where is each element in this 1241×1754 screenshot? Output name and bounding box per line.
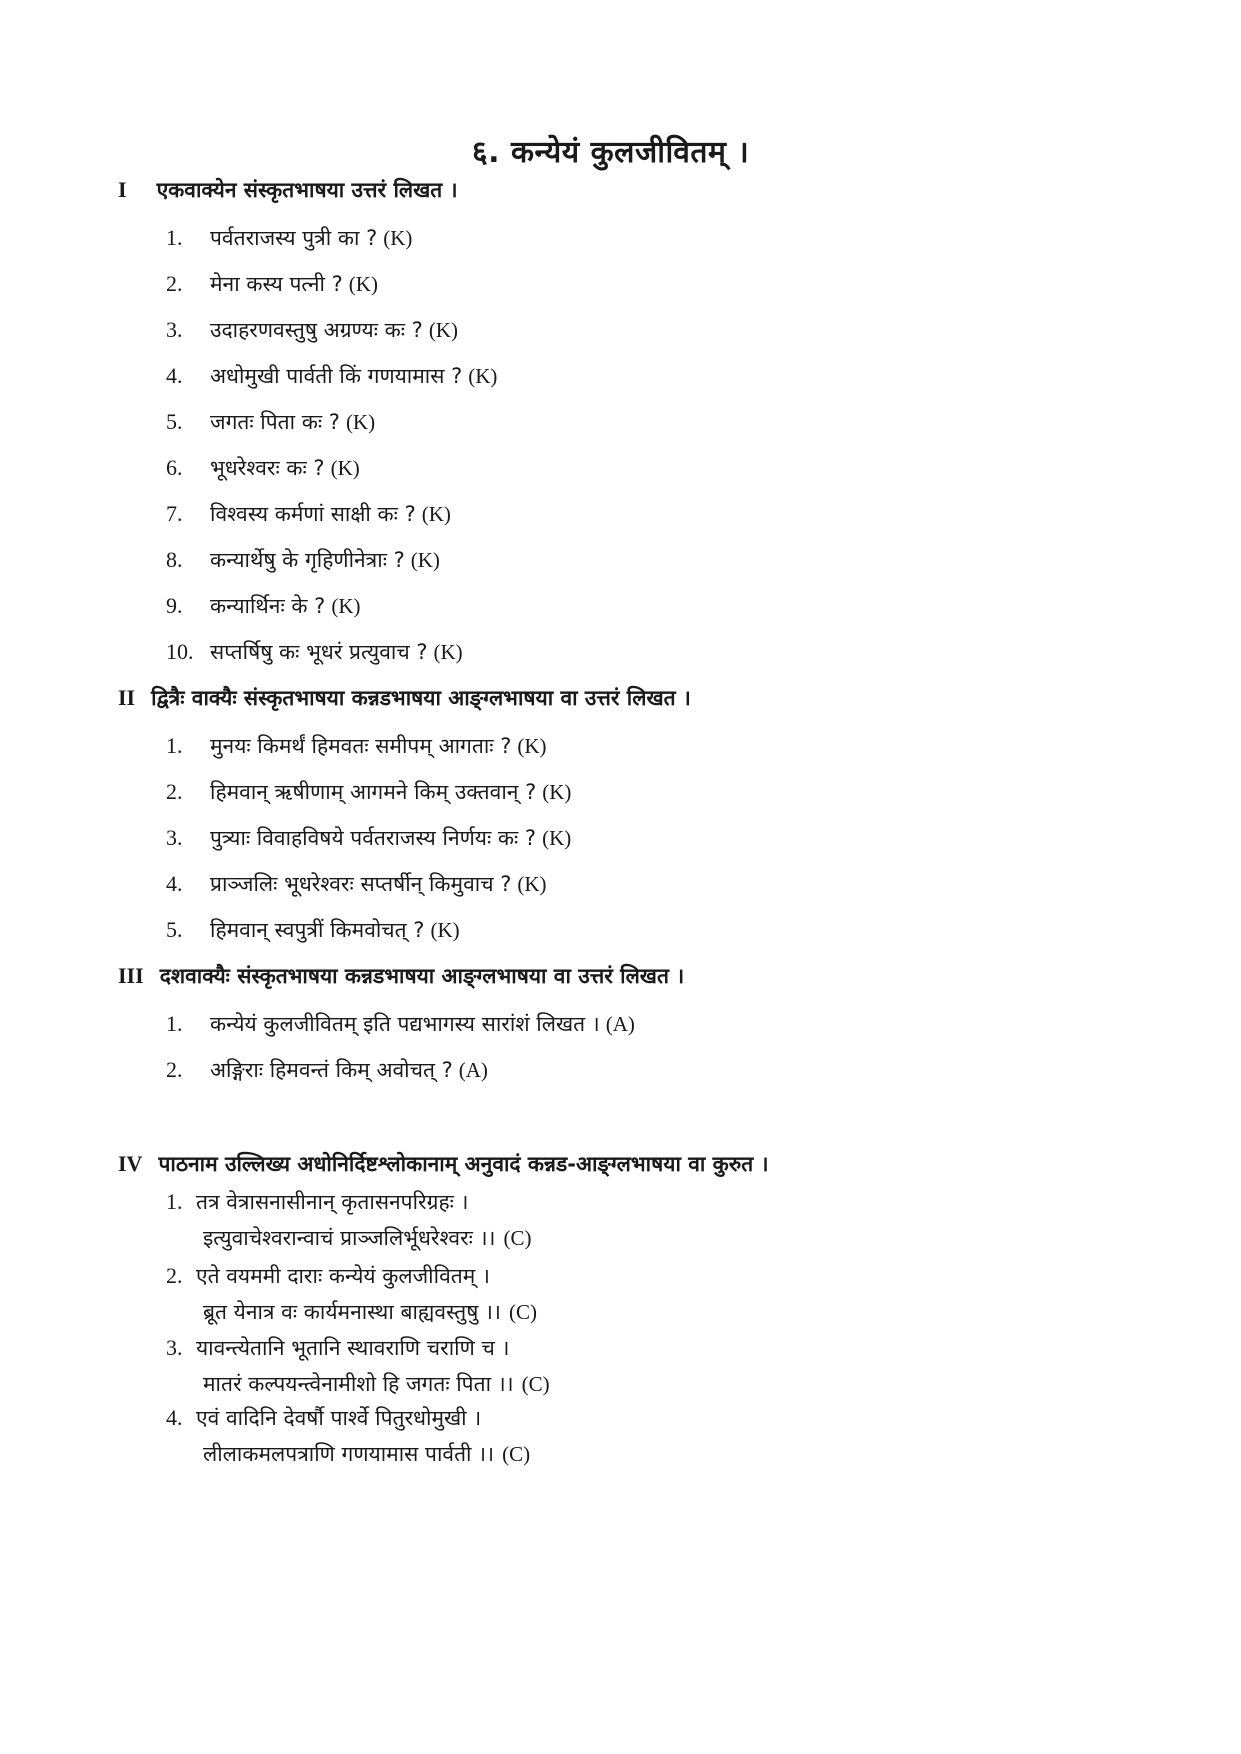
verse-text: मातरं कल्पयन्त्वेनामीशो हि जगतः पिता ।। bbox=[203, 1372, 514, 1396]
question-text: विश्वस्य कर्मणां साक्षी कः ? bbox=[210, 502, 416, 526]
question-item bbox=[166, 824, 571, 852]
verse-number: 2. bbox=[166, 1263, 183, 1288]
question-level-tag: (K) bbox=[330, 456, 360, 480]
question-level-tag: (K) bbox=[542, 780, 572, 804]
question-item bbox=[166, 638, 463, 666]
verse-text: ब्रूत येनात्र वः कार्यमनास्था बाह्यवस्तुषु ।। bbox=[203, 1300, 501, 1324]
question-level-tag: (A) bbox=[605, 1012, 635, 1036]
question-item bbox=[166, 408, 375, 436]
question-text: भूधरेश्वरः कः ? bbox=[210, 456, 325, 480]
verse-line-1 bbox=[166, 1334, 509, 1362]
question-level-tag: (A) bbox=[458, 1058, 488, 1082]
question-text: प्राञ्जलिः भूधरेश्वरः सप्तर्षीन् किमुवाच ? bbox=[210, 872, 512, 896]
verse-line-2 bbox=[203, 1224, 532, 1252]
question-item bbox=[166, 362, 497, 390]
question-text: हिमवान् स्वपुत्रीं किमवोचत् ? bbox=[210, 918, 425, 942]
question-number: 2. bbox=[166, 779, 183, 804]
section-heading-2 bbox=[118, 684, 691, 712]
question-number: 2. bbox=[166, 271, 183, 296]
question-level-tag: (K) bbox=[430, 918, 460, 942]
question-number: 3. bbox=[166, 825, 183, 850]
question-number: 2. bbox=[166, 1057, 183, 1082]
question-level-tag: (K) bbox=[468, 364, 498, 388]
verse-text: इत्युवाचेश्वरान्वाचं प्राञ्जलिर्भूधरेश्वरः ।। bbox=[203, 1226, 496, 1250]
question-item bbox=[166, 732, 547, 760]
verse-line-1 bbox=[166, 1188, 469, 1216]
question-level-tag: (K) bbox=[517, 872, 547, 896]
verse-text: यावन्त्येतानि भूतानि स्थावराणि चराणि च । bbox=[196, 1336, 510, 1360]
question-item bbox=[166, 870, 547, 898]
question-number: 1. bbox=[166, 733, 183, 758]
question-item bbox=[166, 500, 451, 528]
question-level-tag: (K) bbox=[331, 594, 361, 618]
question-level-tag: (K) bbox=[383, 226, 413, 250]
question-item bbox=[166, 592, 360, 620]
section-instruction: दशवाक्यैः संस्कृतभाषया कन्नडभाषया आङ्ग्लभाषया वा उत्तरं लिखत । bbox=[159, 964, 685, 988]
question-text: हिमवान् ऋषीणाम् आगमने किम् उक्तवान् ? bbox=[210, 780, 537, 804]
question-text: पर्वतराजस्य पुत्री का ? bbox=[210, 226, 378, 250]
question-level-tag: (K) bbox=[433, 640, 463, 664]
section-instruction: एकवाक्येन संस्कृतभाषया उत्तरं लिखत । bbox=[156, 178, 458, 202]
question-number: 7. bbox=[166, 501, 183, 526]
question-number: 1. bbox=[166, 225, 183, 250]
question-number: 5. bbox=[166, 409, 183, 434]
question-level-tag: (K) bbox=[428, 318, 458, 342]
question-text: पुत्र्याः विवाहविषये पर्वतराजस्य निर्णयः कः ? bbox=[210, 826, 537, 850]
question-item bbox=[166, 270, 378, 298]
verse-text: तत्र वेत्रासनासीनान् कृतासनपरिग्रहः । bbox=[196, 1190, 469, 1214]
section-number: IV bbox=[118, 1151, 143, 1176]
question-level-tag: (K) bbox=[542, 826, 572, 850]
question-number: 1. bbox=[166, 1011, 183, 1036]
verse-line-1 bbox=[166, 1404, 481, 1432]
section-number: I bbox=[118, 177, 127, 202]
question-text: मुनयः किमर्थं हिमवतः समीपम् आगताः ? bbox=[210, 734, 512, 758]
question-number: 10. bbox=[166, 639, 194, 664]
question-text: अधोमुखी पार्वती किं गणयामास ? bbox=[210, 364, 463, 388]
question-text: जगतः पिता कः ? bbox=[210, 410, 340, 434]
question-level-tag: (K) bbox=[517, 734, 547, 758]
question-level-tag: (K) bbox=[348, 272, 378, 296]
verse-line-2 bbox=[203, 1370, 550, 1398]
section-number: III bbox=[118, 963, 144, 988]
question-number: 9. bbox=[166, 593, 183, 618]
question-item bbox=[166, 546, 440, 574]
question-level-tag: (K) bbox=[345, 410, 376, 434]
question-number: 6. bbox=[166, 455, 183, 480]
question-item bbox=[166, 1010, 635, 1038]
verse-line-1 bbox=[166, 1262, 490, 1290]
question-item bbox=[166, 1056, 488, 1084]
question-text: कन्येयं कुलजीवितम् इति पद्यभागस्य सारांशं लिखत । bbox=[210, 1012, 600, 1036]
verse-text: लीलाकमलपत्राणि गणयामास पार्वती ।। bbox=[203, 1442, 495, 1466]
question-level-tag: (K) bbox=[410, 548, 440, 572]
question-text: कन्यार्थेषु के गृहिणीनेत्राः ? bbox=[210, 548, 405, 572]
verse-level-tag: (C) bbox=[503, 1226, 532, 1250]
question-number: 4. bbox=[166, 363, 183, 388]
verse-level-tag: (C) bbox=[521, 1372, 550, 1396]
question-text: कन्यार्थिनः के ? bbox=[210, 594, 326, 618]
section-instruction: पाठनाम उल्लिख्य अधोनिर्दिष्टश्लोकानाम् अनुवादं कन्नड-आङ्ग्लभाषया वा कुरुत । bbox=[158, 1152, 769, 1176]
section-heading-3 bbox=[118, 962, 684, 990]
verse-level-tag: (C) bbox=[502, 1442, 531, 1466]
question-text: सप्तर्षिषु कः भूधरं प्रत्युवाच ? bbox=[210, 640, 428, 664]
question-text: अङ्गिराः हिमवन्तं किम् अवोचत् ? bbox=[210, 1058, 453, 1082]
verse-line-2 bbox=[203, 1298, 537, 1326]
page-title: ६. कन्येयं कुलजीवितम् । bbox=[472, 135, 750, 170]
section-heading-1 bbox=[118, 176, 458, 204]
verse-level-tag: (C) bbox=[508, 1300, 537, 1324]
question-item bbox=[166, 316, 458, 344]
question-number: 8. bbox=[166, 547, 183, 572]
verse-line-2 bbox=[203, 1440, 530, 1468]
question-item bbox=[166, 454, 360, 482]
section-instruction: द्वित्रैः वाक्यैः संस्कृतभाषया कन्नडभाषया आङ्ग्लभाषया वा उत्तरं लिखत । bbox=[151, 686, 691, 710]
section-heading-4 bbox=[118, 1150, 769, 1178]
verse-text: एवं वादिनि देवर्षौ पार्श्वे पितुरधोमुखी । bbox=[196, 1406, 482, 1430]
verse-number: 4. bbox=[166, 1405, 183, 1430]
question-level-tag: (K) bbox=[421, 502, 451, 526]
question-text: मेना कस्य पत्नी ? bbox=[210, 272, 343, 296]
verse-text: एते वयममी दाराः कन्येयं कुलजीवितम् । bbox=[196, 1264, 490, 1288]
verse-number: 1. bbox=[166, 1189, 183, 1214]
section-number: II bbox=[118, 685, 136, 710]
question-number: 3. bbox=[166, 317, 183, 342]
verse-number: 3. bbox=[166, 1335, 183, 1360]
question-number: 5. bbox=[166, 917, 183, 942]
question-item bbox=[166, 916, 460, 944]
question-text: उदाहरणवस्तुषु अग्रण्यः कः ? bbox=[210, 318, 423, 342]
question-item bbox=[166, 224, 412, 252]
question-item bbox=[166, 778, 571, 806]
question-number: 4. bbox=[166, 871, 183, 896]
